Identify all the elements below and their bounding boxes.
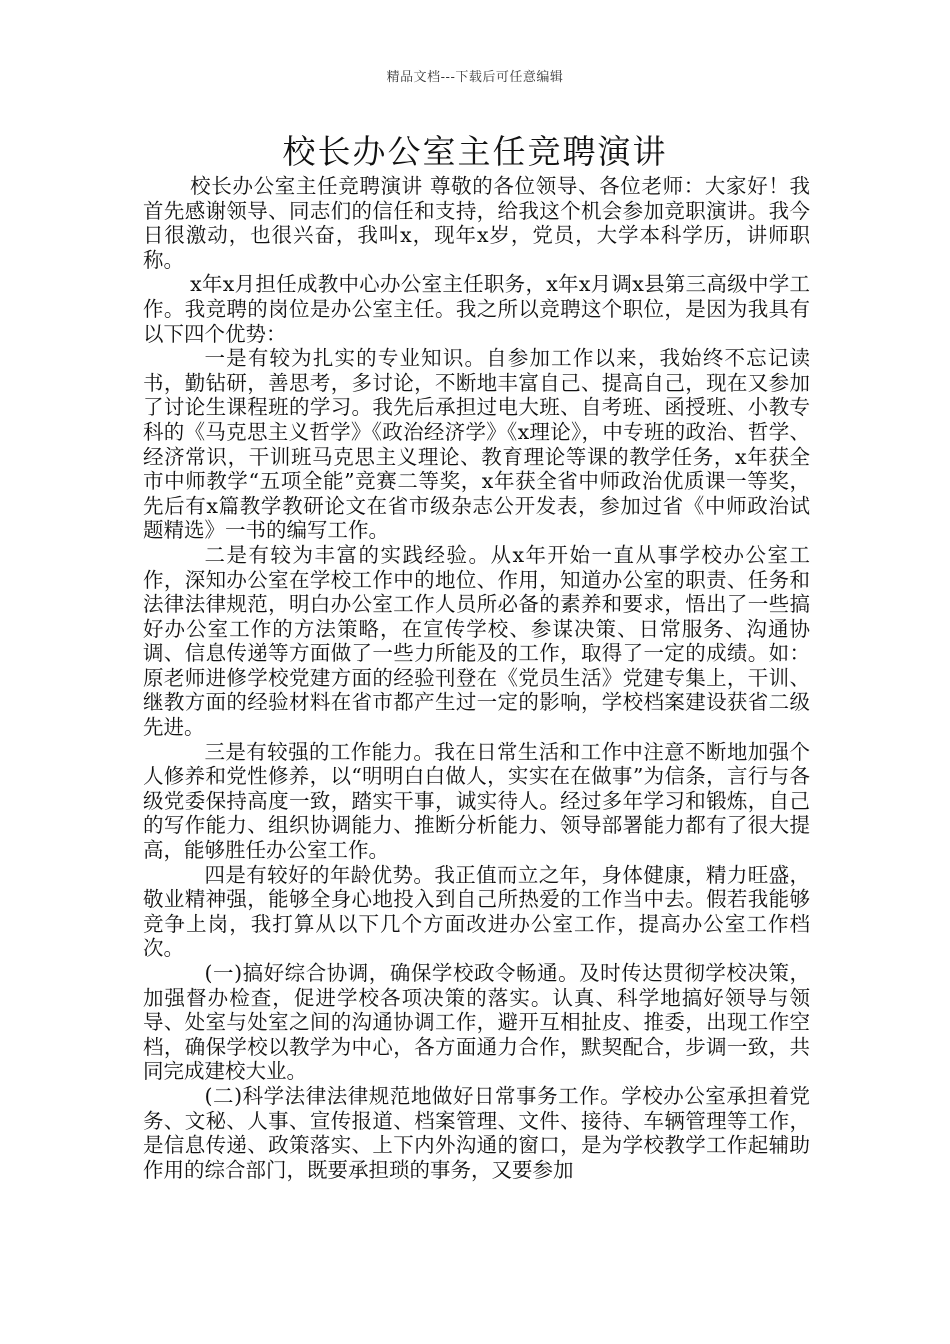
paragraph-intro: 校长办公室主任竞聘演讲 尊敬的各位领导、各位老师：大家好！我首先感谢领导、同志们的信任和支持，给我这个机会参加竞职演讲。我今日很激动，也很兴奋，我叫x，现年x岁，党员，大学本科学历，讲师职称。 xyxy=(143,174,810,272)
paragraph-advantage-4: 四是有较好的年龄优势。我正值而立之年，身体健康，精力旺盛，敬业精神强，能够全身心地投入到自己所热爱的工作当中去。假若我能够竞争上岗，我打算从以下几个方面改进办公室工作，提高办公室工作档次。 xyxy=(143,862,810,961)
paragraph-plan-2: (二)科学法律法律规范地做好日常事务工作。学校办公室承担着党务、文秘、人事、宣传报道、档案管理、文件、接待、车辆管理等工作，是信息传递、政策落实、上下内外沟通的窗口，是为学校教学工作起辅助作用的综合部门，既要承担琐的事务，又要参加 xyxy=(143,1083,810,1182)
document-body xyxy=(143,174,810,1182)
paragraph-plan-1: (一)搞好综合协调，确保学校政令畅通。及时传达贯彻学校决策，加强督办检查，促进学校各项决策的落实。认真、科学地搞好领导与领导、处室与处室之间的沟通协调工作，避开互相扯皮、推委，出现工作空档，确保学校以教学为中心，各方面通力合作，默契配合，步调一致，共同完成建校大业。 xyxy=(143,961,810,1084)
header-note: 精品文档---下载后可任意编辑 xyxy=(386,70,564,85)
paragraph-advantage-1: 一是有较为扎实的专业知识。自参加工作以来，我始终不忘记读书，勤钻研，善思考，多讨论，不断地丰富自己、提高自己，现在又参加了讨论生课程班的学习。我先后承担过电大班、自考班、函授班、小教专科的《马克思主义哲学》《政治经济学》《x理论》，中专班的政治、哲学、经济常识，干训班马克思主义理论、教育理论等课的教学任务，x年获全市中师教学“五项全能”竞赛二等奖，x年获全省中师政治优质课一等奖，先后有x篇教学教研论文在省市级杂志公开发表，参加过省《中师政治试题精选》一书的编写工作。 xyxy=(143,346,810,543)
paragraph-background: x年x月担任成教中心办公室主任职务，x年x月调x县第三高级中学工作。我竞聘的岗位是办公室主任。我之所以竞聘这个职位，是因为我具有以下四个优势： xyxy=(143,272,810,346)
paragraph-advantage-2: 二是有较为丰富的实践经验。从x年开始一直从事学校办公室工作，深知办公室在学校工作中的地位、作用，知道办公室的职责、任务和法律法律规范，明白办公室工作人员所必备的素养和要求，悟出了一些搞好办公室工作的方法策略，在宣传学校、参谋决策、日常服务、沟通协调、信息传递等方面做了一些力所能及的工作，取得了一定的成绩。如：原老师进修学校党建方面的经验刊登在《党员生活》党建专集上，干训、继教方面的经验材料在省市都产生过一定的影响，学校档案建设获省二级先进。 xyxy=(143,542,810,740)
paragraph-advantage-3: 三是有较强的工作能力。我在日常生活和工作中注意不断地加强个人修养和党性修养，以“明明白白做人，实实在在做事”为信条，言行与各级党委保持高度一致，踏实干事，诚实待人。经过多年学习和锻炼，自己的写作能力、组织协调能力、推断分析能力、领导部署能力都有了很大提高，能够胜任办公室工作。 xyxy=(143,739,810,863)
document-title: 校长办公室主任竞聘演讲 xyxy=(282,132,668,171)
